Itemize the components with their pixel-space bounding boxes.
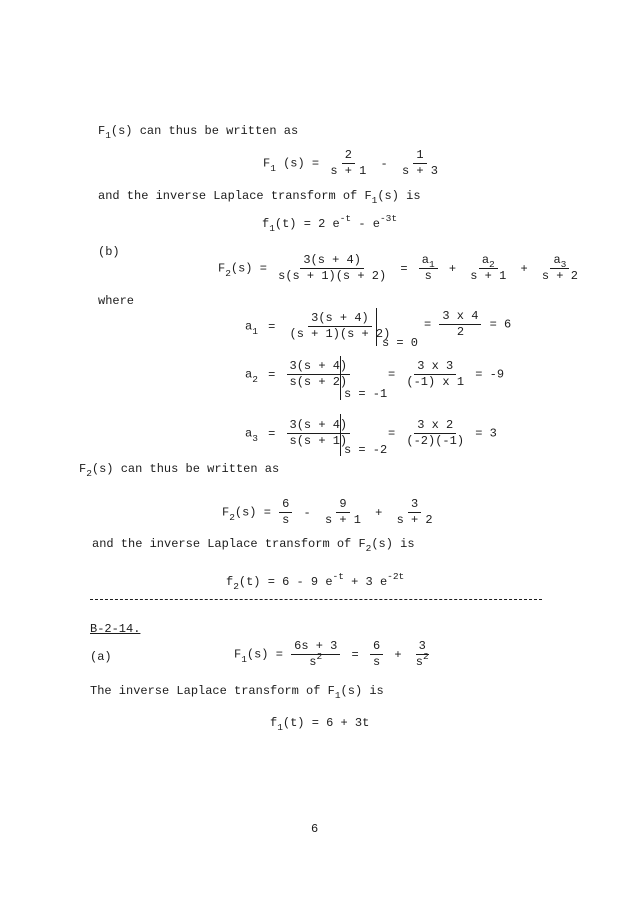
part-b-label: (b): [98, 245, 120, 259]
subscript: 3: [252, 432, 258, 444]
numerator: [419, 254, 438, 269]
equation-text: (t) = 6 - 9 e: [238, 575, 333, 589]
subscript: 1: [269, 223, 275, 234]
denominator: s: [372, 655, 381, 669]
var-f: f: [226, 575, 234, 589]
subscript: 2: [489, 259, 495, 270]
operator: =: [268, 426, 276, 441]
var-a: a: [481, 253, 490, 267]
exponent: -t: [332, 571, 344, 582]
operator: =: [268, 319, 276, 334]
var-F: F: [234, 647, 242, 662]
var-F: F: [364, 189, 372, 203]
denominator: s + 1: [470, 269, 507, 283]
var-s: (s): [91, 462, 114, 476]
f1-inverse-intro: [98, 189, 421, 204]
text-run: can thus be written as: [120, 462, 280, 476]
subscript: 1: [105, 130, 111, 141]
subscript: 1: [252, 325, 258, 337]
var-s: (s): [110, 124, 133, 138]
eval-point-a2: s = -1: [344, 387, 388, 401]
text-run: is: [400, 537, 415, 551]
evaluation-bar: [340, 414, 341, 456]
numerator: 3: [408, 498, 421, 513]
fraction: [279, 498, 292, 527]
text-run: and the inverse Laplace transform of: [98, 189, 358, 203]
denominator: s(s + 1)(s + 2): [278, 269, 387, 283]
result-value: = 6: [489, 317, 512, 332]
numerator: 2: [342, 149, 355, 164]
var-s: (s): [371, 537, 393, 551]
denominator: s(s + 1): [289, 434, 348, 448]
fraction: [413, 640, 432, 669]
subscript: 1: [241, 653, 247, 665]
numerator: 3 x 4: [439, 310, 481, 325]
fraction: [439, 310, 481, 339]
f1-intro-line: [98, 124, 298, 139]
operator: -: [380, 156, 388, 171]
numerator: 3(s + 4): [308, 312, 372, 327]
denominator: s + 1: [324, 513, 361, 527]
numerator: [479, 254, 498, 269]
subscript: 1: [334, 690, 341, 701]
lhs-arg: (s) =: [246, 647, 283, 662]
var-F: F: [222, 505, 230, 520]
numerator: 3(s + 4): [287, 419, 351, 434]
operator: =: [388, 367, 396, 382]
var-a: a: [553, 253, 561, 267]
subscript: 1: [277, 722, 283, 733]
fraction: [419, 254, 438, 283]
subscript: 3: [560, 259, 567, 270]
result-value: = -9: [475, 367, 505, 382]
var-a: a: [245, 319, 253, 334]
equation-a2: [245, 360, 351, 389]
numerator: 6: [279, 498, 292, 513]
var-a: a: [421, 253, 429, 267]
numerator: 3: [416, 640, 429, 655]
page-number: 6: [311, 822, 319, 836]
fraction: [403, 419, 467, 448]
eval-point-a1: s = 0: [382, 336, 419, 350]
lhs-arg: (s) =: [234, 505, 271, 520]
fraction: [539, 254, 581, 283]
var-F: F: [218, 261, 226, 276]
evaluation-bar: [376, 308, 377, 346]
operator: -: [303, 505, 311, 520]
exponent: 2: [316, 651, 323, 662]
lhs-arg: (s) =: [283, 156, 320, 171]
equation-text: + 3 e: [351, 575, 388, 589]
numerator: 6s + 3: [291, 640, 340, 655]
var-f: f: [262, 217, 270, 231]
subscript: 1: [428, 259, 435, 270]
fraction: [291, 640, 340, 669]
fraction: [275, 254, 389, 283]
operator: =: [388, 426, 396, 441]
f2-inverse-intro: [92, 537, 415, 552]
numerator: 3(s + 4): [287, 360, 351, 375]
denominator: [413, 651, 432, 669]
denominator: (-1) x 1: [406, 375, 465, 389]
var-F: F: [263, 156, 271, 171]
denominator: s: [424, 269, 432, 283]
var-F: F: [358, 537, 366, 551]
subscript: 2: [229, 511, 235, 523]
denominator: s + 2: [396, 513, 433, 527]
var-F: F: [98, 124, 106, 138]
text-run: is: [406, 189, 421, 203]
equation-text: (t) = 2 e: [274, 217, 340, 231]
part-a-label: (a): [90, 650, 112, 664]
numerator: [550, 254, 569, 269]
exponent: -t: [339, 213, 352, 224]
f1-partb-inverse-intro: [90, 684, 384, 699]
var-F: F: [79, 462, 87, 476]
denominator: 2: [456, 325, 465, 339]
denominator: s(s + 2): [289, 375, 348, 389]
equation-f2t: [226, 571, 405, 592]
equation-F1-partb: [234, 640, 433, 669]
section-heading: B-2-14.: [90, 622, 141, 636]
fraction: [394, 498, 436, 527]
operator: =: [351, 647, 359, 662]
subscript: 2: [365, 543, 372, 554]
equation-F2-expanded: [222, 498, 437, 527]
denominator: s + 1: [330, 164, 367, 178]
operator: =: [424, 317, 432, 332]
evaluation-bar: [340, 356, 341, 400]
exponent: -2t: [387, 571, 405, 582]
text-run: and the inverse Laplace transform of: [92, 537, 352, 551]
var-f: f: [270, 716, 278, 730]
equation-F1: [263, 149, 442, 178]
operator: +: [375, 505, 383, 520]
var-s: s: [309, 655, 317, 669]
var-F: F: [327, 684, 335, 698]
text-run: is: [369, 684, 384, 698]
equation-text: - e: [358, 217, 380, 231]
section-separator: [90, 599, 542, 600]
subscript: 1: [270, 162, 276, 174]
operator: +: [448, 261, 457, 276]
result-a3: [388, 419, 497, 448]
result-a2: [388, 360, 504, 389]
fraction: [287, 312, 394, 341]
numerator: 1: [413, 149, 426, 164]
exponent: 2: [422, 651, 429, 662]
denominator: s + 2: [541, 269, 578, 283]
denominator: s + 3: [401, 164, 438, 178]
numerator: 3 x 2: [414, 419, 456, 434]
fraction: [322, 498, 364, 527]
numerator: 9: [336, 498, 349, 513]
result-value: = 3: [475, 426, 497, 441]
equation-a3: [245, 419, 351, 448]
var-a: a: [245, 426, 253, 441]
fraction: [403, 360, 467, 389]
subscript: 2: [225, 267, 231, 279]
lhs-arg: (s) =: [230, 261, 267, 276]
var-a: a: [245, 367, 253, 382]
equation-f1t: [262, 213, 398, 234]
var-s: s: [415, 655, 423, 669]
operator: +: [394, 647, 402, 662]
denominator: (s + 1)(s + 2): [289, 327, 391, 341]
eval-point-a3: s = -2: [344, 443, 388, 457]
var-s: (s): [340, 684, 363, 698]
equation-F2: [218, 254, 582, 283]
operator: =: [400, 261, 408, 276]
fraction: [399, 149, 441, 178]
subscript: 2: [86, 468, 92, 479]
operator: +: [520, 261, 528, 276]
numerator: 3 x 3: [414, 360, 456, 375]
text-run: The inverse Laplace transform of: [90, 684, 321, 698]
text-run: can thus be written as: [139, 124, 299, 138]
result-a1: [424, 310, 511, 339]
equation-f1-partb: [270, 716, 369, 731]
exponent: -3t: [379, 213, 398, 224]
denominator: (-2)(-1): [406, 434, 465, 448]
subscript: 2: [233, 581, 239, 592]
f2-intro-line: [79, 462, 279, 477]
fraction: [327, 149, 369, 178]
numerator: 6: [370, 640, 383, 655]
fraction: [370, 640, 383, 669]
subscript: 1: [371, 195, 378, 206]
operator: =: [268, 367, 276, 382]
var-s: (s): [377, 189, 399, 203]
equation-text: (t) = 6 + 3t: [282, 716, 370, 730]
numerator: 3(s + 4): [300, 254, 364, 269]
fraction: [467, 254, 509, 283]
equation-a1: [245, 312, 394, 341]
subscript: 2: [252, 373, 258, 385]
where-label: where: [98, 294, 135, 308]
denominator: [306, 651, 325, 669]
denominator: s: [282, 513, 290, 527]
